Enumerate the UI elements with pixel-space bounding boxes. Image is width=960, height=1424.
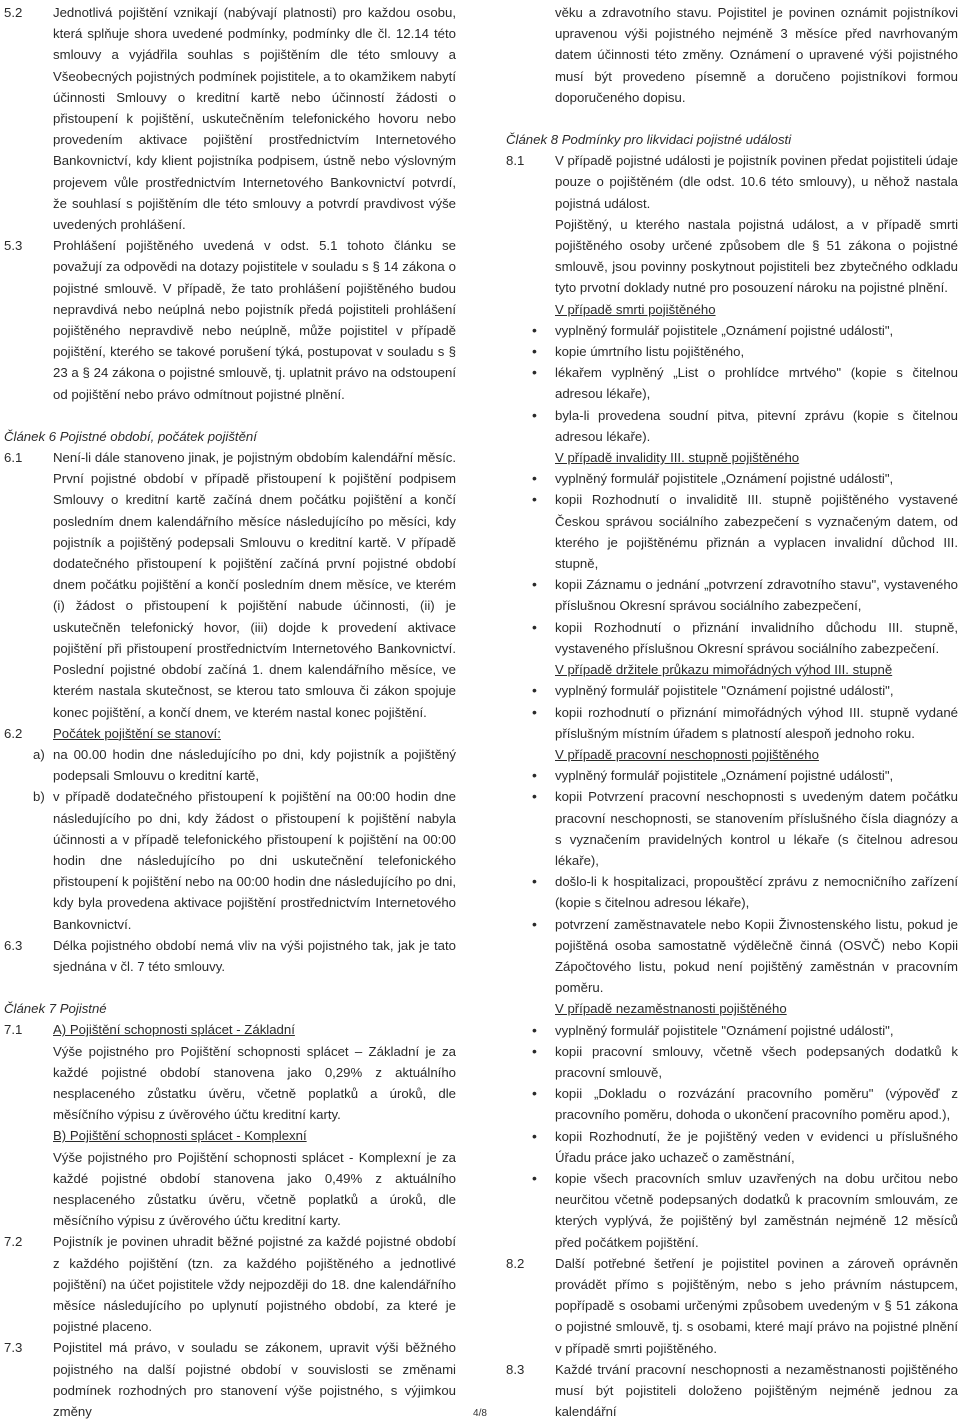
clause-text-a: Výše pojistného pro Pojištění schopnosti splácet – Základní je za každé pojistné období stanovena jako 0,29% z aktuálního nesplaceného zůstatku úvěru, včetně poplatků a úroků, dle měsíčního výpisu z úvěrového účtu kreditní karty. <box>53 1043 456 1123</box>
article-6-2-b <box>4 786 456 934</box>
clause-title-b: B) Pojištění schopnosti splácet - Komplexní <box>53 1128 307 1144</box>
clause-title-a: A) Pojištění schopnosti splácet - Základní <box>53 1022 295 1038</box>
clause-number: 8.1 <box>506 153 525 169</box>
list-item: • vyplněný formulář pojistitele "Oznámení pojistné události", <box>506 680 958 701</box>
list-item: • potvrzení zaměstnavatele nebo Kopii Živnostenského listu, pokud je pojištěná osoba samostatně výdělečně činná (OSVČ) nebo Kopii Zápočtového listu, pokud není pojištěný zaměstnán v pracovním poměru. <box>506 914 958 999</box>
clause-title: Počátek pojištění se stanoví: <box>53 725 221 741</box>
article-5-3 <box>4 235 456 405</box>
benefit-card-section-title: V případě držitele průkazu mimořádných výhod III. stupně <box>555 662 893 678</box>
clause-text: Prohlášení pojištěného uvedená v odst. 5.1 tohoto článku se považují za odpovědi na dotazy pojistitele v souladu s § 14 zákona o pojistné smlouvě. V případě, že tato prohlášení pojištěného budou nepravdivá nebo neúplná nebo pojistník předá pojistiteli prohlášení pojištěného nepravdivě nebo neúplně, může pojistitel v případě pojištění, kterého se takové porušení týká, postupovat v souladu s § 23 a § 24 zákona o pojistné smlouvě, tj. uplatnit právo na odstoupení od pojištění nebo právo odmítnout pojistné plnění. <box>53 238 456 402</box>
list-item: • kopii pracovní smlouvy, včetně všech podepsaných dodatků k pracovní smlouvě, <box>506 1041 958 1083</box>
clause-text: Jednotlivá pojištění vznikají (nabývají platnosti) pro každou osobu, která splňuje shora uvedené podmínky, podmínky dle čl. 12.14 této smlouvy a vyjádřila souhlas s pojištěním dle této smlouvy a Všeobecných pojistných podmínek pojistitele, a to okamžikem nabytí účinnosti Smlouvy o kreditní kartě nebo účinností žádosti o přistoupení k pojištění, uskutečněním telefonického hovoru nebo provedením aktivace pojištění prostřednictvím Internetového Bankovnictví, kdy klient pojistníka podpisem, ústně nebo výslovným projevem vůle prostřednictvím Internetového Bankovnictví potvrdí, že souhlasí s pojištěním dle této smlouvy a potvrdí pravdivost výše uvedených prohlášení. <box>53 5 456 233</box>
list-item: • kopii Rozhodnutí o přiznání invalidního důchodu III. stupně, vystaveného příslušnou Okresní správou sociálního zabezpečení. <box>506 617 958 659</box>
clause-number: 7.3 <box>4 1340 23 1356</box>
clause-number: 8.3 <box>506 1361 525 1377</box>
article-6-2-a <box>4 744 456 786</box>
list-item: • kopii Záznamu o jednání „potvrzení zdravotního stavu", vystaveného příslušnou Okresní správou sociálního zabezpečení, <box>506 574 958 616</box>
page-number: 4/8 <box>473 1408 487 1419</box>
clause-text: V případě pojistné události je pojistník povinen předat pojistiteli údaje pouze o pojištěném (dle odst. 10.6 této smlouvy), u něhož nastala pojistná událost. <box>555 153 958 211</box>
list-item: • vyplněný formulář pojistitele „Oznámení pojistné události", <box>506 320 958 341</box>
list-item: • došlo-li k hospitalizaci, propouštěcí zprávu z nemocničního zařízení (kopie s čitelnou adresou lékaře), <box>506 871 958 913</box>
clause-text-b: Výše pojistného pro Pojištění schopnosti splácet - Komplexní je za každé pojistné období stanovena jako 0,49% z aktuálního nesplaceného zůstatku úvěru, včetně poplatků a úroků, dle měsíčního výpisu z úvěrového účtu kreditní karty. <box>53 1149 456 1229</box>
clause-text: Další potřebné šetření je pojistitel povinen a zároveň oprávněn provádět přímo s pojištěným, nebo s jeho právním nástupcem, popřípadě s osobami určenými způsobem uvedeným v § 51 zákona o pojistné smlouvě, tj. s osobami, které mají právo na pojistné plnění v případě smrti pojištěného. <box>555 1255 958 1356</box>
list-item: • vyplněný formulář pojistitele „Oznámení pojistné události", <box>506 468 958 489</box>
clause-number: 5.2 <box>4 5 23 20</box>
article-8-1 <box>506 150 958 298</box>
list-item: • kopii Potvrzení pracovní neschopnosti s uvedeným datem počátku pracovní neschopnosti, se stanovením příslušného čísla diagnózy a s vyznačením pravidelných kontrol u lékaře (s čitelnou adresou lékaře), <box>506 786 958 871</box>
list-item: • kopie úmrtního listu pojištěného, <box>506 341 958 362</box>
list-item: • kopii „Dokladu o rozvázání pracovního poměru" (výpověď z pracovního poměru, dohoda o ukončení pracovního poměru apod.), <box>506 1083 958 1125</box>
list-item: • vyplněný formulář pojistitele "Oznámení pojistné události", <box>506 1020 958 1041</box>
list-item: • kopii rozhodnutí o přiznání mimořádných výhod III. stupně vydané příslušným místním úřadem s platností alespoň jednoho roku. <box>506 702 958 744</box>
clause-number: 6.2 <box>4 725 23 741</box>
list-item: • kopii Rozhodnutí, že je pojištěný veden v evidenci u příslušného Úřadu práce jako uchazeč o zaměstnání, <box>506 1126 958 1168</box>
right-column <box>506 2 958 1422</box>
article-5-2 <box>4 2 456 235</box>
clause-text: Každé trvání pracovní neschopnosti a nezaměstnanosti pojištěného musí být pojistiteli doloženo pojištěným nejméně jednou za kalendářní <box>555 1361 958 1420</box>
article-8-heading: Článek 8 Podmínky pro likvidaci pojistné události <box>506 132 792 148</box>
clause-number: 7.1 <box>4 1022 23 1038</box>
article-8-2 <box>506 1253 958 1359</box>
article-6-1 <box>4 447 456 723</box>
sickness-section-title: V případě pracovní neschopnosti pojištěného <box>555 746 819 762</box>
invalidity-section-title: V případě invalidity III. stupně pojištěného <box>555 450 800 466</box>
article-7-heading: Článek 7 Pojistné <box>4 1001 107 1017</box>
clause-text-2: Pojištěný, u kterého nastala pojistná událost, a v případě smrti pojištěného osoby určené způsobem dle § 51 zákona o pojistné smlouvě, jsou povinny poskytnout pojistiteli bez zbytečného odkladu tyto prvotní doklady nutné pro posouzení nároku na pojistné plnění. <box>555 216 958 296</box>
article-6-2 <box>4 723 456 744</box>
list-item: • byla-li provedena soudní pitva, pitevní zprávu (kopie s čitelnou adresou lékaře). <box>506 405 958 447</box>
clause-text: Pojistník je povinen uhradit běžné pojistné za každé pojistné období z každého pojištění (tzn. za každého pojištěného a jednotlivé pojištění) na účet pojistitele vždy nejpozději do 18. dne kalendářního měsíce následujícího po uplynutí pojistného období, za které je pojistné placeno. <box>53 1234 456 1335</box>
item-label: a) <box>33 746 45 762</box>
clause-text: Pojistitel má právo, v souladu se zákonem, upravit výši běžného pojistného na další pojistné období v souvislosti se změnami podmínek rozhodných pro stanovení výše pojistného, s výjimkou změny <box>53 1340 456 1419</box>
unemployment-section-title: V případě nezaměstnanosti pojištěného <box>555 1001 787 1017</box>
article-7-1 <box>4 1019 456 1231</box>
item-label: b) <box>33 789 45 805</box>
clause-number: 5.3 <box>4 238 23 254</box>
item-text: na 00.00 hodin dne následujícího po dni, kdy pojistník a pojištěný podepsali Smlouvu o kreditní kartě, <box>53 746 456 784</box>
clause-number: 6.1 <box>4 450 23 466</box>
clause-number: 6.3 <box>4 937 23 953</box>
clause-text: Délka pojistného období nemá vliv na výši pojistného tak, jak je tato sjednána v čl. 7 této smlouvy. <box>53 937 456 974</box>
list-item: • kopie všech pracovních smluv uzavřených na dobu určitou nebo neurčitou včetně podepsaných dodatků k pracovním smlouvám, ze kterých vyplývá, že pojištěný byl zaměstnán nejméně 12 měsíců před počátkem pojištění. <box>506 1168 958 1253</box>
death-section-title: V případě smrti pojištěného <box>555 301 716 317</box>
article-7-3-continuation: věku a zdravotního stavu. Pojistitel je povinen oznámit pojistníkovi upravenou výši pojistného nejméně 3 měsíce před navrhovaným datem účinnosti této změny. Oznámení o upravené výši pojistného musí být provedeno písemně a doručeno pojistníkovi formou doporučeného dopisu. <box>555 5 958 105</box>
list-item: • lékařem vyplněný „List o prohlídce mrtvého" (kopie s čitelnou adresou lékaře), <box>506 362 958 404</box>
article-6-heading: Článek 6 Pojistné období, počátek pojištění <box>4 428 257 444</box>
list-item: • vyplněný formulář pojistitele „Oznámení pojistné události", <box>506 765 958 786</box>
clause-number: 8.2 <box>506 1255 525 1271</box>
clause-number: 7.2 <box>4 1234 23 1250</box>
article-6-3 <box>4 935 456 977</box>
list-item: • kopii Rozhodnutí o invaliditě III. stupně pojištěného vystavené Českou správou sociálního zabezpečení s vyznačeným datem, od kterého je pojištěnému přiznán a vyplacen invalidní důchod III. stupně, <box>506 489 958 574</box>
item-text: v případě dodatečného přistoupení k pojištění na 00:00 hodin dne následujícího po dni, kdy žádost o přistoupení k pojištění nabyla účinnosti a v případě telefonického přistoupení k pojištění na 00:00 hodin dne následujícího po dni uskutečnění telefonického přistoupení k pojištění nebo na 00:00 hodin dne následujícího po dni, kdy byla provedena aktivace pojištění prostřednictvím Internetového Bankovnictví. <box>53 789 456 932</box>
left-column <box>4 2 456 1422</box>
article-7-2 <box>4 1231 456 1337</box>
clause-text: Není-li dále stanoveno jinak, je pojistným obdobím kalendářní měsíc. První pojistné období v případě přistoupení k pojištění podpisem Smlouvy o kreditní kartě začíná dnem počátku pojištění a končí posledním dnem kalendářního měsíce následujícího po měsíci, kdy pojistník a pojištěný podepsali Smlouvu o kreditní kartě. V případě dodatečného přistoupení k pojištění začíná první pojistné období dnem počátku pojištění a končí posledním dnem měsíce, ve kterém (i) žádost o přistoupení k pojištění nabude účinnosti, (ii) je uskutečněn telefonický hovor, (iii) dojde k provedení aktivace pojištění při přistoupení prostřednictvím Internetového Bankovnictví. Poslední pojistné období začíná 1. dnem kalendářního měsíce, ve kterém nastala skutečnost, se kterou tato smlouva či zákon spojuje konec pojištění, a končí dnem, ve kterém nastal konec pojištění. <box>53 450 456 720</box>
